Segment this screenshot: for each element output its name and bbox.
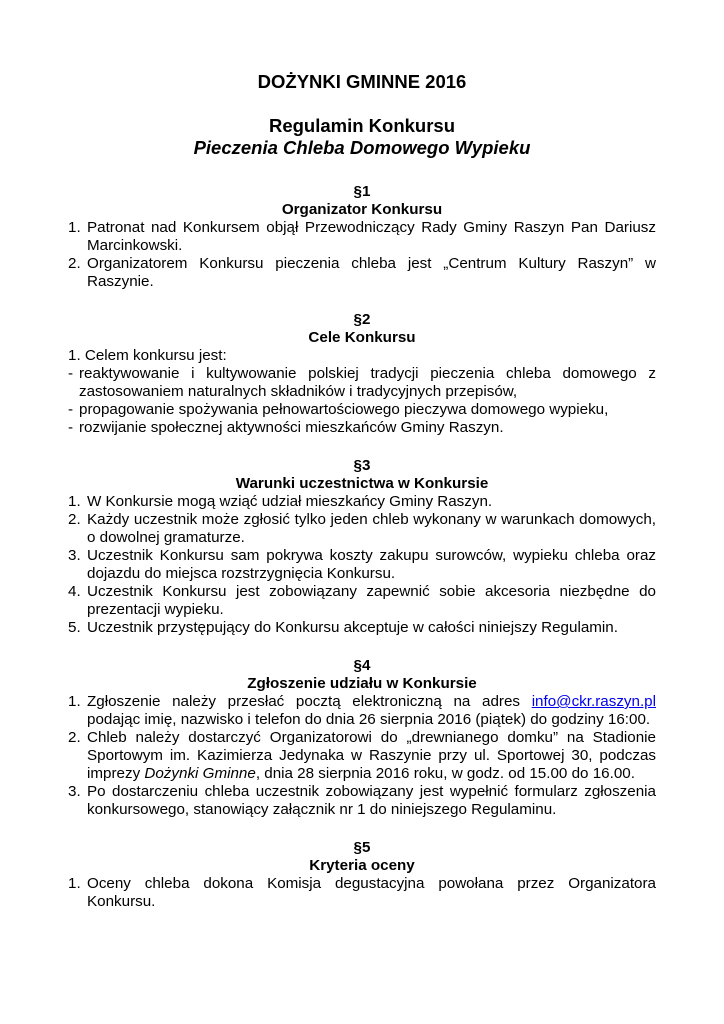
list-item [68,693,656,729]
item-text: Patronat nad Konkursem objął Przewodniczący Rady Gminy Raszyn Pan Dariusz Marcinkowski. [87,219,656,254]
section-heading: Warunki uczestnictwa w Konkursie [235,475,489,492]
item-text: Organizatorem Konkursu pieczenia chleba jest „Centrum Kultury Raszyn” w Raszynie. [87,255,656,290]
section-1 [68,183,656,291]
item-number: 2. [68,255,81,272]
item-text: Oceny chleba dokona Komisja degustacyjna powołana przez Organizatora Konkursu. [87,875,656,910]
goal-lead: 1. Celem konkursu jest: [68,347,227,364]
section-4 [68,657,656,819]
list-item [68,493,656,511]
section-number: §3 [353,457,371,474]
dash-marker: - [68,419,74,436]
item-text: Uczestnik Konkursu jest zobowiązany zapewnić sobie akcesoria niezbędne do prezentacji wypieku. [87,583,656,618]
section-number: §5 [353,839,371,856]
list-item [68,419,656,437]
item-number: 1. [68,875,81,892]
list-item [68,401,656,419]
list-item [68,583,656,619]
contest-name: Pieczenia Chleba Domowego Wypieku [193,137,531,158]
list-item [68,219,656,255]
email-link[interactable]: info@ckr.raszyn.pl [531,693,656,710]
section-heading: Organizator Konkursu [281,201,443,218]
item-text: Uczestnik przystępujący do Konkursu akceptuje w całości niniejszy Regulamin. [87,619,618,636]
list-item [68,255,656,291]
item-number: 3. [68,547,81,564]
list-item [68,547,656,583]
event-name: Dożynki Gminne [144,765,256,782]
item-number: 1. [68,219,81,236]
item-text: Uczestnik Konkursu sam pokrywa koszty zakupu surowców, wypieku chleba oraz dojazdu do miejsca rozstrzygnięcia Konkursu. [87,547,656,582]
document-title: DOŻYNKI GMINNE 2016 [257,71,467,92]
item-number: 3. [68,783,81,800]
item-text [87,693,656,729]
list-item [68,875,656,911]
item-text: Po dostarczeniu chleba uczestnik zobowiązany jest wypełnić formularz zgłoszenia konkursowego, stanowiący załącznik nr 1 do niniejszego Regulaminu. [87,783,656,818]
regulation-title: Regulamin Konkursu [268,115,456,136]
item-number: 4. [68,583,81,600]
section-heading: Zgłoszenie udziału w Konkursie [247,675,477,692]
item-number: 2. [68,511,81,528]
item-text: reaktywowanie i kultywowanie polskiej tradycji pieczenia chleba domowego z zastosowaniem naturalnych składników i tradycyjnych przepisów, [79,365,656,400]
item-number: 1. [68,693,81,710]
item-text: propagowanie spożywania pełnowartościowego pieczywa domowego wypieku, [79,401,609,418]
list-item [68,783,656,819]
item-number: 5. [68,619,81,636]
item-text: rozwijanie społecznej aktywności mieszkańców Gminy Raszyn. [79,419,504,436]
item-text [87,729,656,783]
list-item [68,511,656,547]
dash-marker: - [68,401,74,418]
text-part: Zgłoszenie należy przesłać pocztą elektroniczną na adres [87,693,532,710]
section-number: §4 [353,657,371,674]
item-text: W Konkursie mogą wziąć udział mieszkańcy Gminy Raszyn. [87,493,493,510]
section-heading: Kryteria oceny [309,857,415,874]
list-item [68,365,656,401]
item-number: 2. [68,729,81,746]
list-item [68,619,656,637]
text-part: podając imię, nazwisko i telefon do dnia 26 sierpnia 2016 (piątek) do godziny 16:00. [87,711,651,728]
list-item [68,729,656,783]
section-number: §1 [353,183,371,200]
item-number: 1. [68,493,81,510]
text-part: Chleb należy dostarczyć Organizatorowi do „drewnianego domku” na Stadionie Sportowym im. Kazimierza Jedynaka w Raszynie przy ul. Sportowej 30, podczas imprezy [87,729,656,782]
text-part: , dnia 28 sierpnia 2016 roku, w godz. od 15.00 do 16.00. [255,765,635,782]
item-text: Każdy uczestnik może zgłosić tylko jeden chleb wykonany w warunkach domowych, o dowolnej gramaturze. [87,511,656,546]
section-heading: Cele Konkursu [308,329,416,346]
section-5 [68,839,656,911]
dash-marker: - [68,365,74,382]
section-number: §2 [353,311,371,328]
section-2 [68,311,656,437]
section-3 [68,457,656,637]
